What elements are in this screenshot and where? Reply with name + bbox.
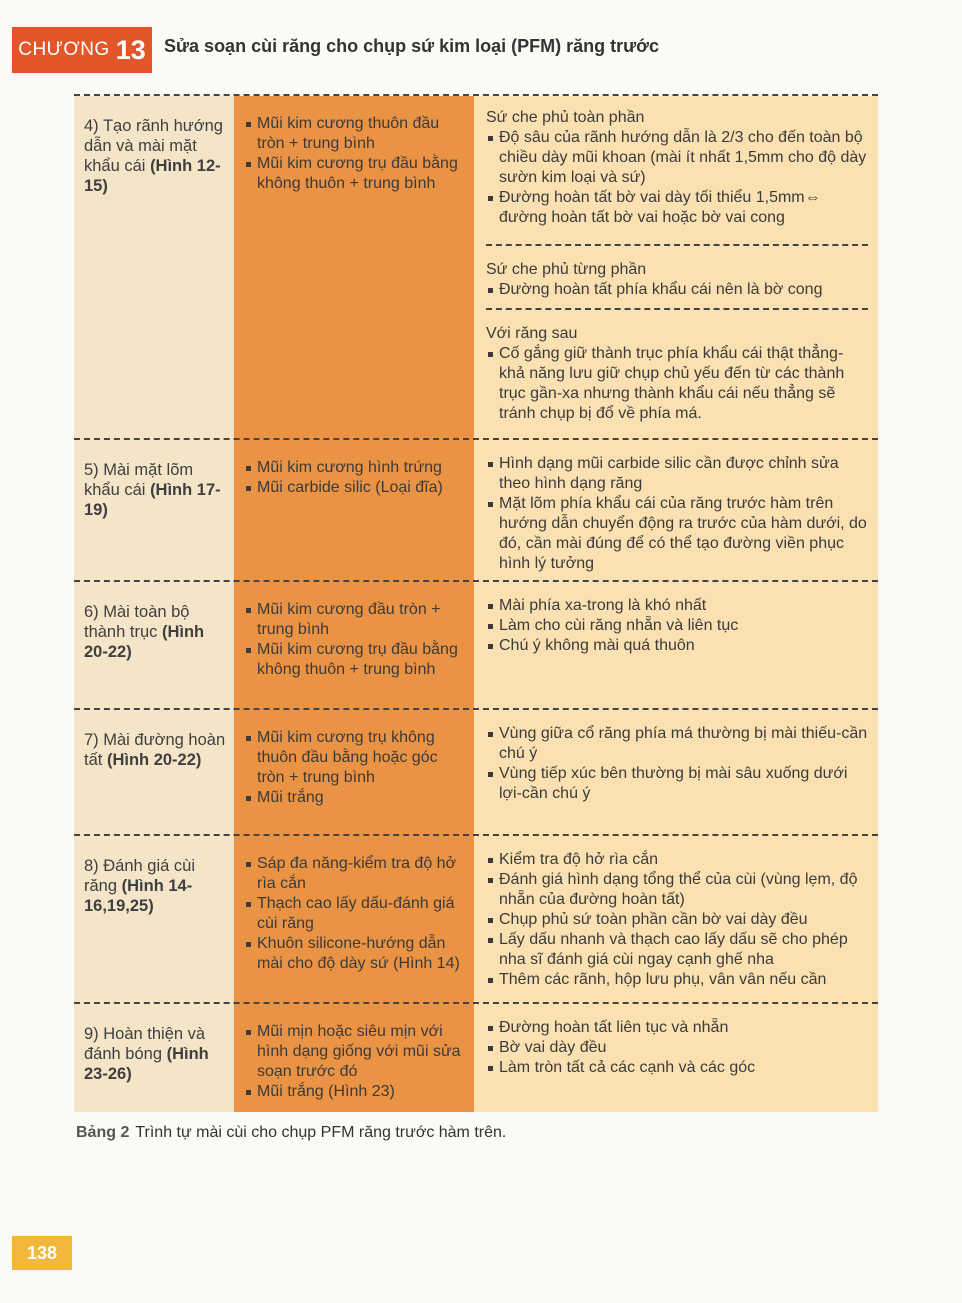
- instrument-cell: [234, 440, 474, 582]
- note-item: Đường hoàn tất liên tục và nhẵn: [486, 1018, 868, 1038]
- instrument-item: Khuôn silicone-hướng dẫn mài cho độ dày sứ (Hình 14): [244, 934, 464, 974]
- note-item: Mài phía xa-trong là khó nhất: [486, 596, 868, 616]
- step-text: Đánh giá cùi răng: [84, 857, 195, 895]
- notes-cell: [474, 710, 878, 836]
- instrument-item: Mũi kim cương thuôn đầu tròn + trung bình: [244, 114, 464, 154]
- step-number: 8): [84, 857, 99, 875]
- note-item: Vùng giữa cổ răng phía má thường bị mài thiếu-cần chú ý: [486, 724, 868, 764]
- table-row: [74, 834, 878, 1004]
- instrument-cell: [234, 1004, 474, 1112]
- instrument-item: Thạch cao lấy dấu-đánh giá cùi răng: [244, 894, 464, 934]
- note-item: Chụp phủ sứ toàn phần cần bờ vai dày đều: [486, 910, 868, 930]
- step-cell: [74, 1004, 234, 1112]
- notes-group: [486, 308, 868, 438]
- instrument-cell: [234, 710, 474, 836]
- step-cell: [74, 836, 234, 1004]
- step-number: 7): [84, 731, 99, 749]
- note-item: Làm cho cùi răng nhẵn và liên tục: [486, 616, 868, 636]
- instrument-item: Mũi mịn hoặc siêu mịn với hình dạng giống với mũi sửa soạn trước đó: [244, 1022, 464, 1082]
- note-item: Chú ý không mài quá thuôn: [486, 636, 868, 656]
- table-row: [74, 580, 878, 710]
- note-item: Đường hoàn tất bờ vai dày tối thiểu 1,5mm⇔ đường hoàn tất bờ vai hoặc bờ vai cong: [486, 188, 868, 228]
- note-item: Cố gắng giữ thành trục phía khẩu cái thật thẳng-khả năng lưu giữ chụp chủ yếu đến từ các thành trục gần-xa nhưng thành khẩu cái nếu thẳng sẽ tránh chụp bị đổ về phía má.: [486, 344, 868, 424]
- step-figure-ref: (Hình 20-22): [84, 623, 205, 661]
- notes-cell: [474, 836, 878, 1004]
- step-number: 4): [84, 117, 99, 135]
- notes-group: [486, 96, 868, 244]
- instrument-item: Mũi kim cương trụ đầu bằng không thuôn + trung bình: [244, 154, 464, 194]
- step-cell: [74, 710, 234, 836]
- note-item: Làm tròn tất cả các cạnh và các góc: [486, 1058, 868, 1078]
- notes-group: [486, 244, 868, 308]
- instrument-item: Mũi kim cương trụ không thuôn đầu bằng hoặc góc tròn + trung bình: [244, 728, 464, 788]
- step-text: Hoàn thiện và đánh bóng: [84, 1025, 206, 1063]
- step-number: 5): [84, 461, 99, 479]
- table-caption: [76, 1124, 506, 1142]
- step-figure-ref: (Hình 14-16,19,25): [84, 877, 193, 915]
- note-item: Độ sâu của rãnh hướng dẫn là 2/3 cho đến toàn bộ chiều dày mũi khoan (mài ít nhất 1,5mm cho độ dày sườn kim loại và sứ): [486, 128, 868, 188]
- note-item: Bờ vai dày đều: [486, 1038, 868, 1058]
- step-figure-ref: (Hình 23-26): [84, 1045, 209, 1083]
- note-item: Hình dạng mũi carbide silic cần được chỉnh sửa theo hình dạng răng: [486, 454, 868, 494]
- page-number: 138: [12, 1236, 72, 1270]
- notes-cell: [474, 582, 878, 710]
- chapter-title: Sửa soạn cùi răng cho chụp sứ kim loại (PFM) răng trước: [164, 36, 659, 56]
- notes-cell: [474, 440, 878, 582]
- instrument-item: Mũi trắng (Hình 23): [244, 1082, 464, 1102]
- procedure-table: [74, 94, 878, 1110]
- chapter-badge: [12, 27, 152, 73]
- note-item: Đánh giá hình dạng tổng thể của cùi (vùng lẹm, độ nhẵn của đường hoàn tất): [486, 870, 868, 910]
- notes-heading: Với răng sau: [486, 325, 578, 342]
- note-item: Kiểm tra độ hở rìa cắn: [486, 850, 868, 870]
- note-item: Vùng tiếp xúc bên thường bị mài sâu xuống dưới lợi-cần chú ý: [486, 764, 868, 804]
- notes-heading: Sứ che phủ từng phần: [486, 261, 647, 278]
- instrument-item: Mũi trắng: [244, 788, 464, 808]
- instrument-item: Mũi kim cương hình trứng: [244, 458, 464, 478]
- notes-cell: [474, 96, 878, 440]
- instrument-cell: [234, 96, 474, 440]
- step-figure-ref: (Hình 12-15): [84, 157, 221, 195]
- step-number: 6): [84, 603, 99, 621]
- note-item: Thêm các rãnh, hộp lưu phụ, vân vân nếu cần: [486, 970, 868, 990]
- note-item: Mặt lõm phía khẩu cái của răng trước hàm trên hướng dẫn chuyển động ra trước của hàm dưới, do đó, cần mài đúng để có thể tạo đường viền phục hình lý tưởng: [486, 494, 868, 574]
- caption-text: Trình tự mài cùi cho chụp PFM răng trước hàm trên.: [135, 1124, 507, 1141]
- instrument-item: Mũi kim cương trụ đầu bằng không thuôn + trung bình: [244, 640, 464, 680]
- caption-label: Bảng 2: [76, 1124, 130, 1141]
- table-row: [74, 438, 878, 582]
- notes-heading: Sứ che phủ toàn phần: [486, 109, 645, 126]
- step-number: 9): [84, 1025, 99, 1043]
- note-item: Đường hoàn tất phía khẩu cái nên là bờ cong: [486, 280, 868, 300]
- chapter-number: 13: [115, 34, 146, 65]
- notes-cell: [474, 1004, 878, 1112]
- instrument-item: Mũi carbide silic (Loại đĩa): [244, 478, 464, 498]
- step-cell: [74, 582, 234, 710]
- table-row: [74, 708, 878, 836]
- instrument-cell: [234, 836, 474, 1004]
- instrument-item: Mũi kim cương đầu tròn + trung bình: [244, 600, 464, 640]
- table-row: [74, 94, 878, 440]
- step-text: Mài toàn bộ thành trục: [84, 603, 190, 641]
- step-figure-ref: (Hình 20-22): [106, 751, 202, 769]
- step-figure-ref: (Hình 17-19): [84, 481, 221, 519]
- note-item: Lấy dấu nhanh và thạch cao lấy dấu sẽ cho phép nha sĩ đánh giá cùi ngay cạnh ghế nha: [486, 930, 868, 970]
- step-cell: [74, 96, 234, 440]
- step-text: Mài mặt lõm khẩu cái: [84, 461, 194, 499]
- step-text: Mài đường hoàn tất: [84, 731, 226, 769]
- step-text: Tạo rãnh hướng dẫn và mài mặt khẩu cái: [84, 117, 223, 175]
- step-cell: [74, 440, 234, 582]
- table-row: [74, 1002, 878, 1112]
- instrument-cell: [234, 582, 474, 710]
- chapter-word: CHƯƠNG: [18, 39, 110, 60]
- instrument-item: Sáp đa năng-kiểm tra độ hở rìa cắn: [244, 854, 464, 894]
